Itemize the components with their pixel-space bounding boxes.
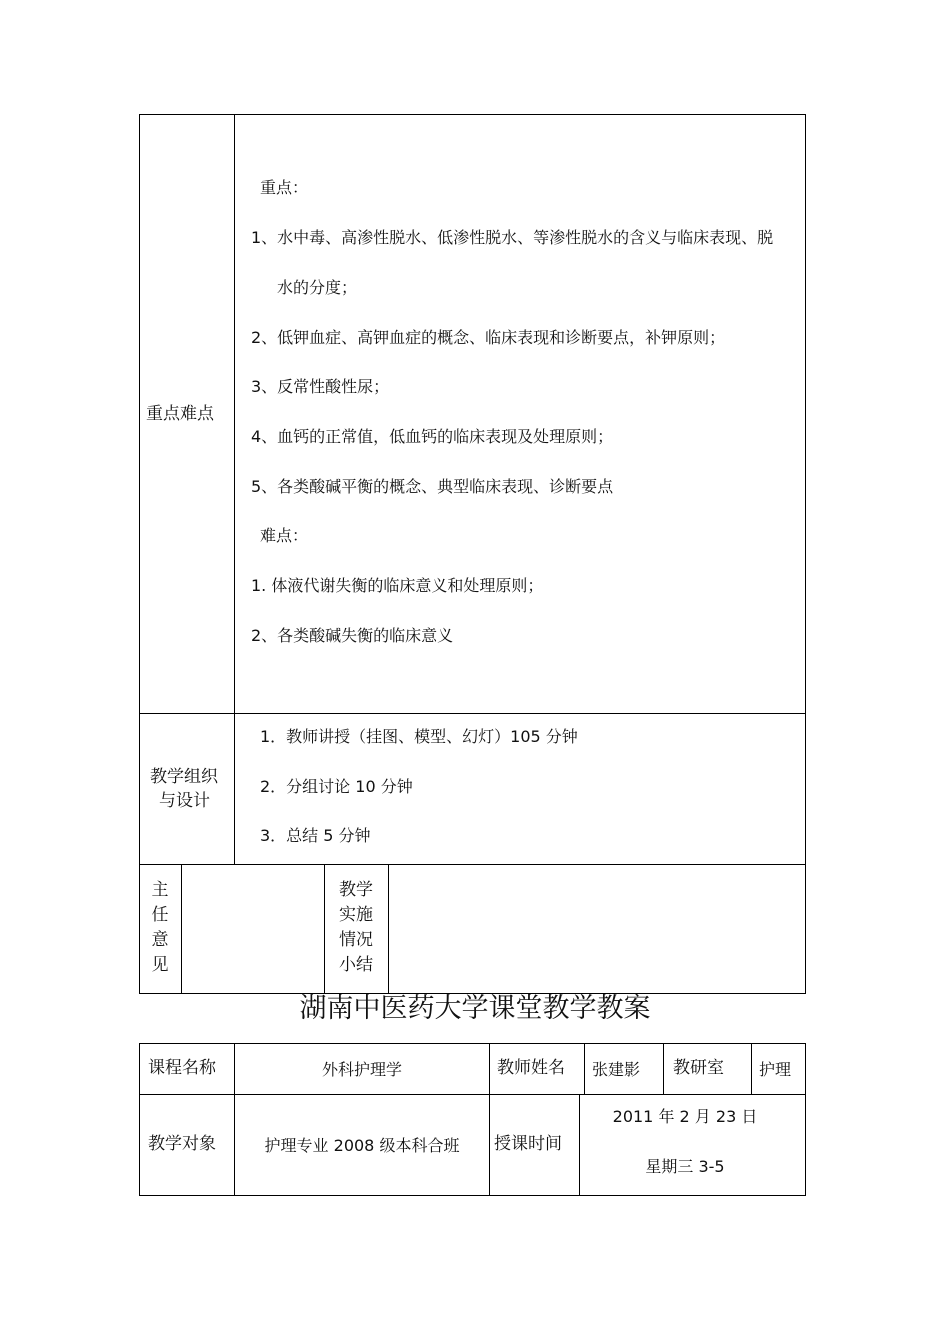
director-opinion-label: 主 任 意 见 <box>151 880 169 975</box>
key-points-heading: 重点： <box>260 178 309 197</box>
key-point-item: 4、血钙的正常值，低血钙的临床表现及处理原则； <box>251 427 614 446</box>
key-point-item: 水的分度； <box>277 278 358 297</box>
time-label: 授课时间 <box>494 1134 562 1154</box>
org-item: 3．总结 5 分钟 <box>260 826 371 845</box>
key-point-item: 3、反常性酸性尿； <box>251 377 390 396</box>
teacher-name-label: 教师姓名 <box>497 1058 565 1078</box>
key-point-item: 1、水中毒、高渗性脱水、低渗性脱水、等渗性脱水的含义与临床表现、脱 <box>251 228 774 247</box>
office-label: 教研室 <box>673 1058 724 1078</box>
row-label-org-line1: 教学组织 <box>150 767 218 787</box>
key-point-item: 5、各类酸碱平衡的概念、典型临床表现、诊断要点 <box>251 477 614 496</box>
office-value: 护理 <box>759 1060 792 1079</box>
time-date: 2011 年 2 月 23 日 <box>612 1107 758 1126</box>
audience-label: 教学对象 <box>148 1134 216 1154</box>
teaching-summary-label: 教学 实施 情况 小结 <box>339 880 373 975</box>
teaching-summary-field[interactable] <box>393 870 801 988</box>
difficult-point-item: 1. 体液代谢失衡的临床意义和处理原则； <box>251 576 544 595</box>
teacher-name-value: 张建影 <box>592 1060 641 1079</box>
org-item: 2．分组讨论 10 分钟 <box>260 777 413 796</box>
difficult-point-item: 2、各类酸碱失衡的临床意义 <box>251 626 454 645</box>
course-name-value: 外科护理学 <box>321 1060 402 1079</box>
row-label-org-line2: 与设计 <box>159 791 210 811</box>
key-point-item: 2、低钾血症、高钾血症的概念、临床表现和诊断要点，补钾原则； <box>251 328 726 347</box>
audience-value: 护理专业 2008 级本科合班 <box>264 1136 460 1155</box>
page-title: 湖南中医药大学课堂教学教案 <box>299 993 651 1024</box>
org-item: 1．教师讲授（挂图、模型、幻灯）105 分钟 <box>260 727 578 746</box>
row-label-key-difficult: 重点难点 <box>146 404 214 424</box>
course-name-label: 课程名称 <box>148 1058 216 1078</box>
director-opinion-field[interactable] <box>186 870 320 988</box>
difficult-points-heading: 难点： <box>260 526 309 545</box>
time-day: 星期三 3-5 <box>645 1157 725 1176</box>
